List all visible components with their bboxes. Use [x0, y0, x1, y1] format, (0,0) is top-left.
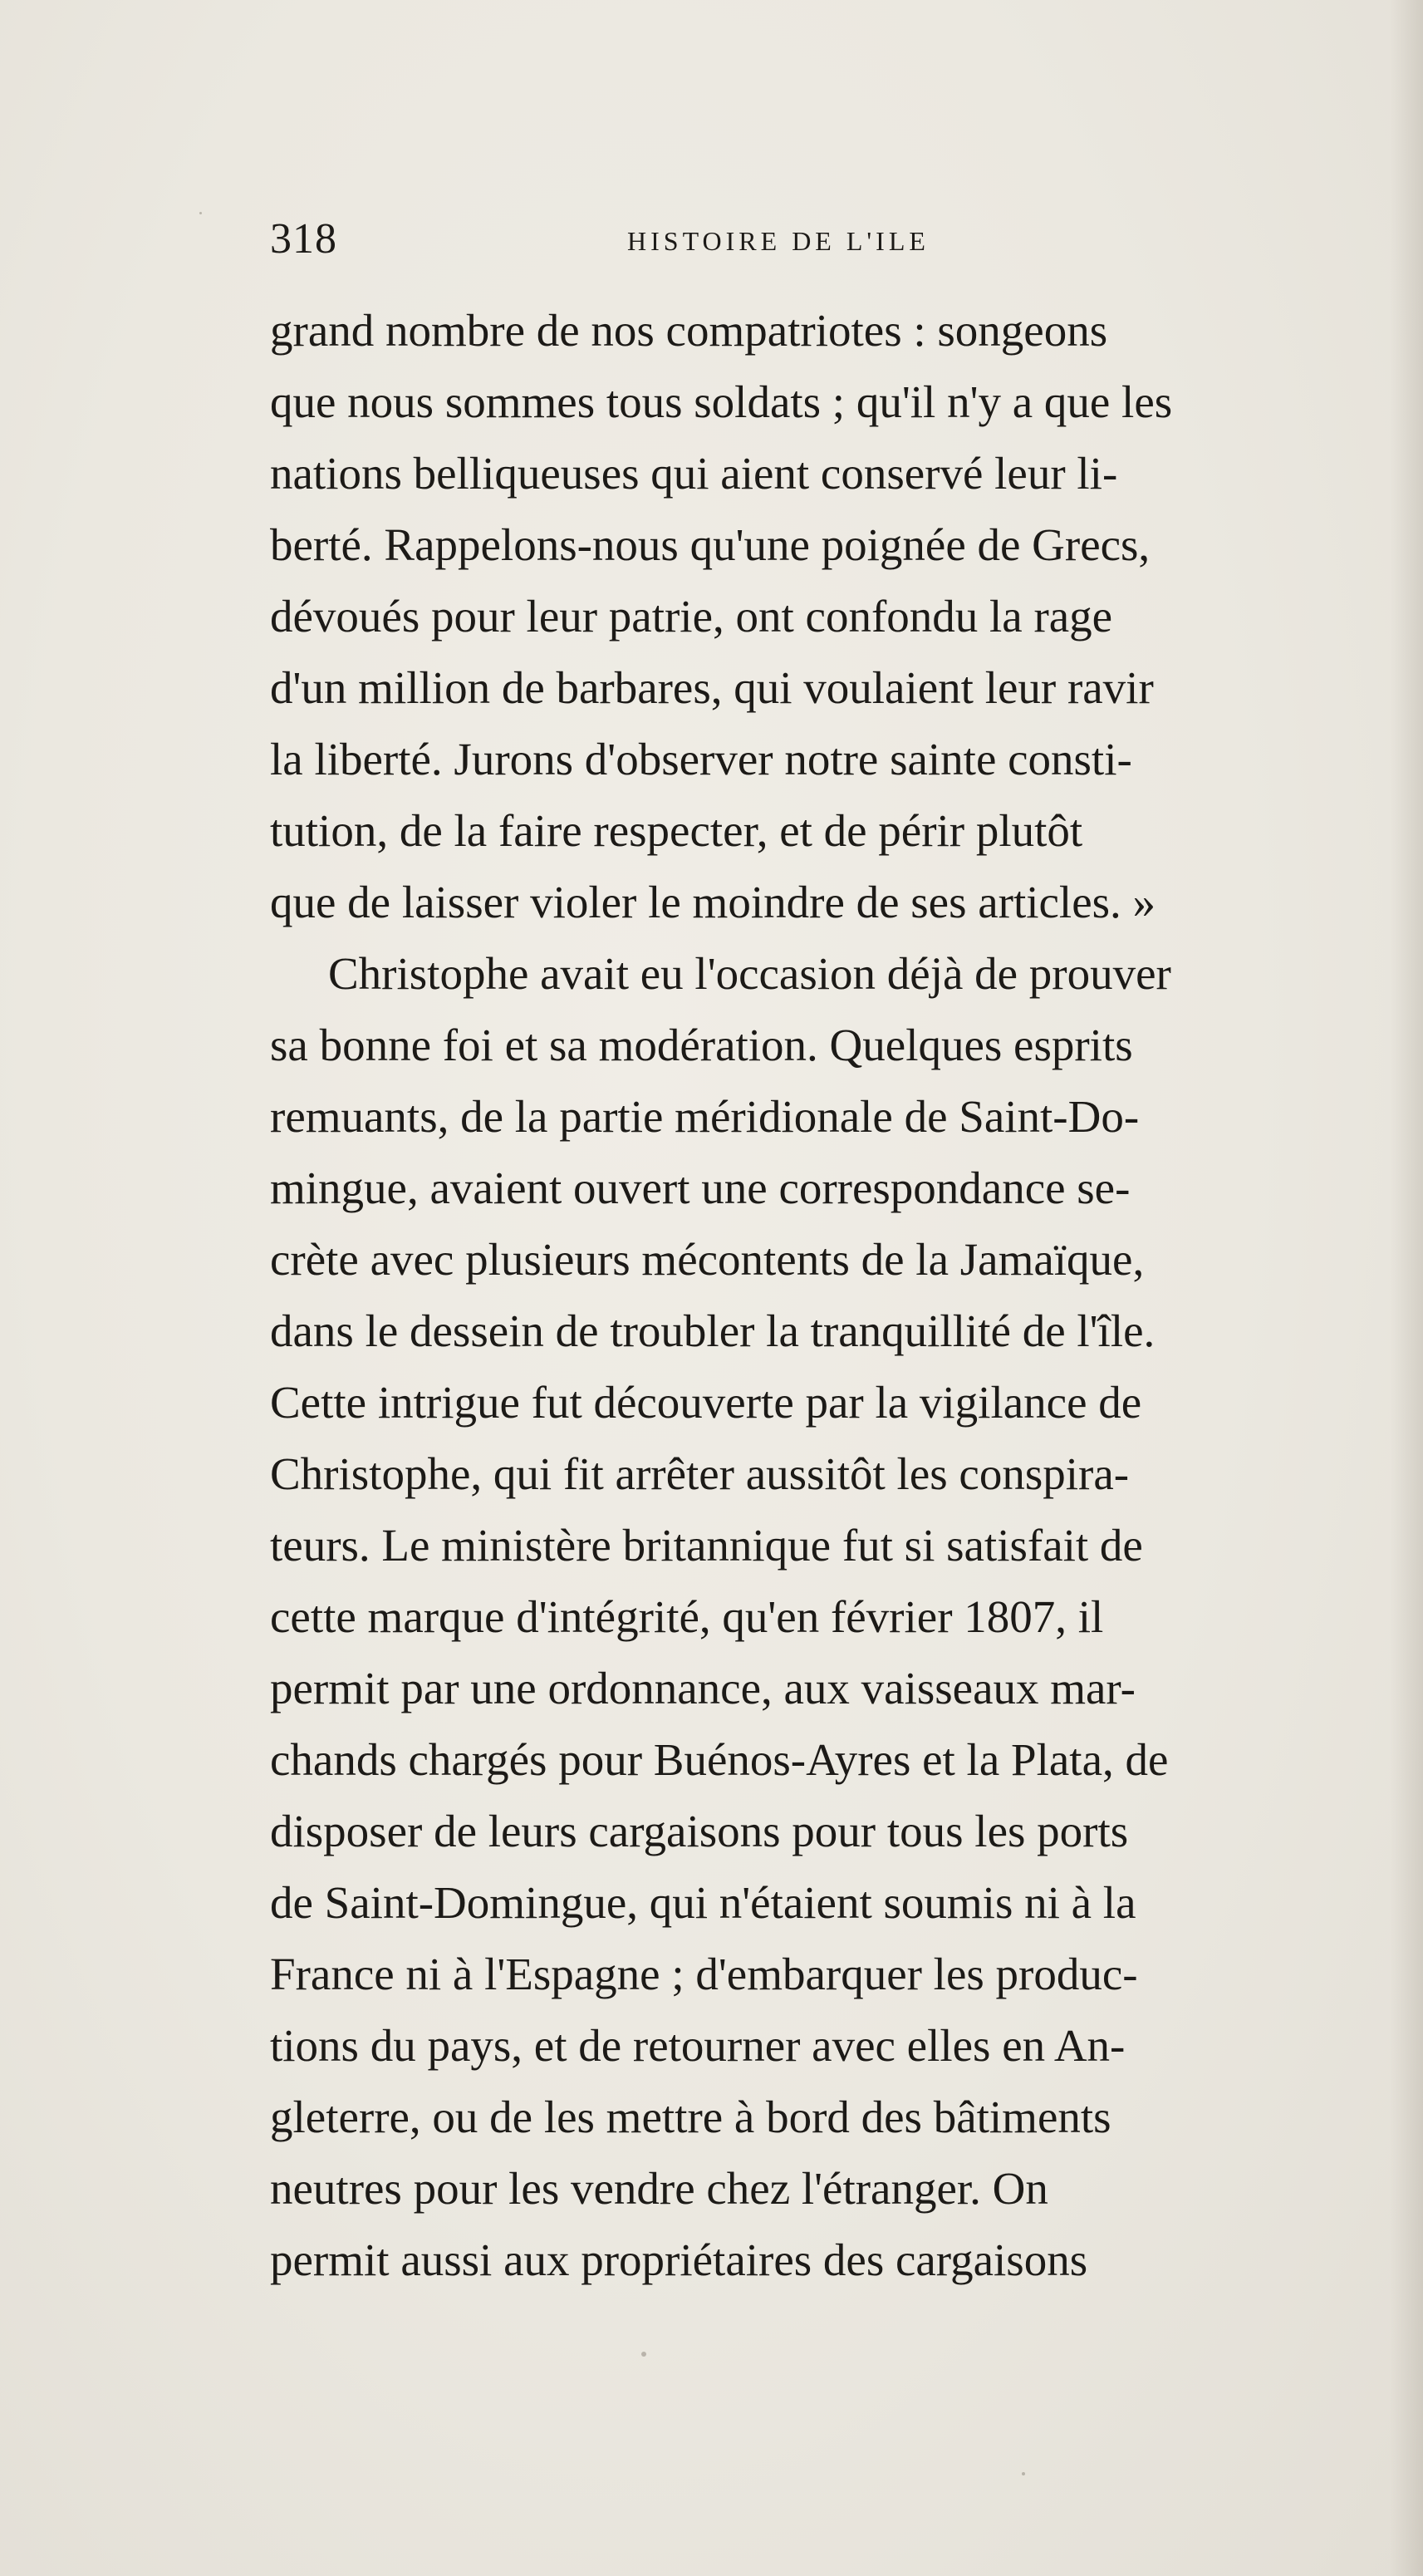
text-line: chands chargés pour Buénos-Ayres et la Plata, de — [270, 1734, 1169, 1785]
paper-speck — [641, 2352, 646, 2357]
text-line: la liberté. Jurons d'observer notre sainte consti- — [270, 734, 1132, 784]
text-line: neutres pour les vendre chez l'étranger. On — [270, 2163, 1048, 2214]
text-line: France ni à l'Espagne ; d'embarquer les produc- — [270, 1949, 1138, 1999]
text-line: tions du pays, et de retourner avec elles en An- — [270, 2020, 1126, 2071]
paper-speck — [1022, 2472, 1025, 2475]
text-line: teurs. Le ministère britannique fut si satisfait de — [270, 1520, 1143, 1571]
text-line: que nous sommes tous soldats ; qu'il n'y a que les — [270, 376, 1173, 427]
paper-speck — [199, 212, 202, 214]
text-line: grand nombre de nos compatriotes : songeons — [270, 305, 1108, 356]
text-line: sa bonne foi et sa modération. Quelques esprits — [270, 1020, 1133, 1070]
text-line: que de laisser violer le moindre de ses articles. » — [270, 877, 1156, 927]
text-line: d'un million de barbares, qui voulaient leur ravir — [270, 662, 1154, 713]
text-line: permit par une ordonnance, aux vaisseaux mar- — [270, 1663, 1136, 1713]
paragraph-first-line: Christophe avait eu l'occasion déjà de prouver — [328, 948, 1171, 999]
page-edge-shadow — [1390, 0, 1423, 2576]
text-line: dévoués pour leur patrie, ont confondu la rage — [270, 591, 1113, 642]
text-line: Christophe, qui fit arrêter aussitôt les conspira- — [270, 1448, 1130, 1499]
text-line: tution, de la faire respecter, et de périr plutôt — [270, 805, 1083, 856]
text-line: remuants, de la partie méridionale de Saint-Do- — [270, 1091, 1140, 1142]
page-header — [270, 214, 1389, 264]
body-text — [270, 295, 1387, 2296]
text-line: crète avec plusieurs mécontents de la Jamaïque, — [270, 1234, 1145, 1285]
text-line: Cette intrigue fut découverte par la vigilance de — [270, 1377, 1142, 1428]
text-line: disposer de leurs cargaisons pour tous les ports — [270, 1806, 1129, 1856]
running-head: HISTOIRE DE L'ILE — [627, 226, 930, 256]
page-number: 318 — [270, 215, 337, 263]
text-line: gleterre, ou de les mettre à bord des bâtiments — [270, 2092, 1111, 2142]
text-line: nations belliqueuses qui aient conservé leur li- — [270, 448, 1118, 499]
text-line: de Saint-Domingue, qui n'étaient soumis ni à la — [270, 1877, 1136, 1928]
text-line: cette marque d'intégrité, qu'en février 1807, il — [270, 1591, 1104, 1642]
text-line: mingue, avaient ouvert une correspondance se- — [270, 1163, 1131, 1213]
text-line: permit aussi aux propriétaires des cargaisons — [270, 2234, 1088, 2285]
text-line: berté. Rappelons-nous qu'une poignée de Grecs, — [270, 519, 1151, 570]
text-line: dans le dessein de troubler la tranquillité de l'île. — [270, 1305, 1156, 1356]
